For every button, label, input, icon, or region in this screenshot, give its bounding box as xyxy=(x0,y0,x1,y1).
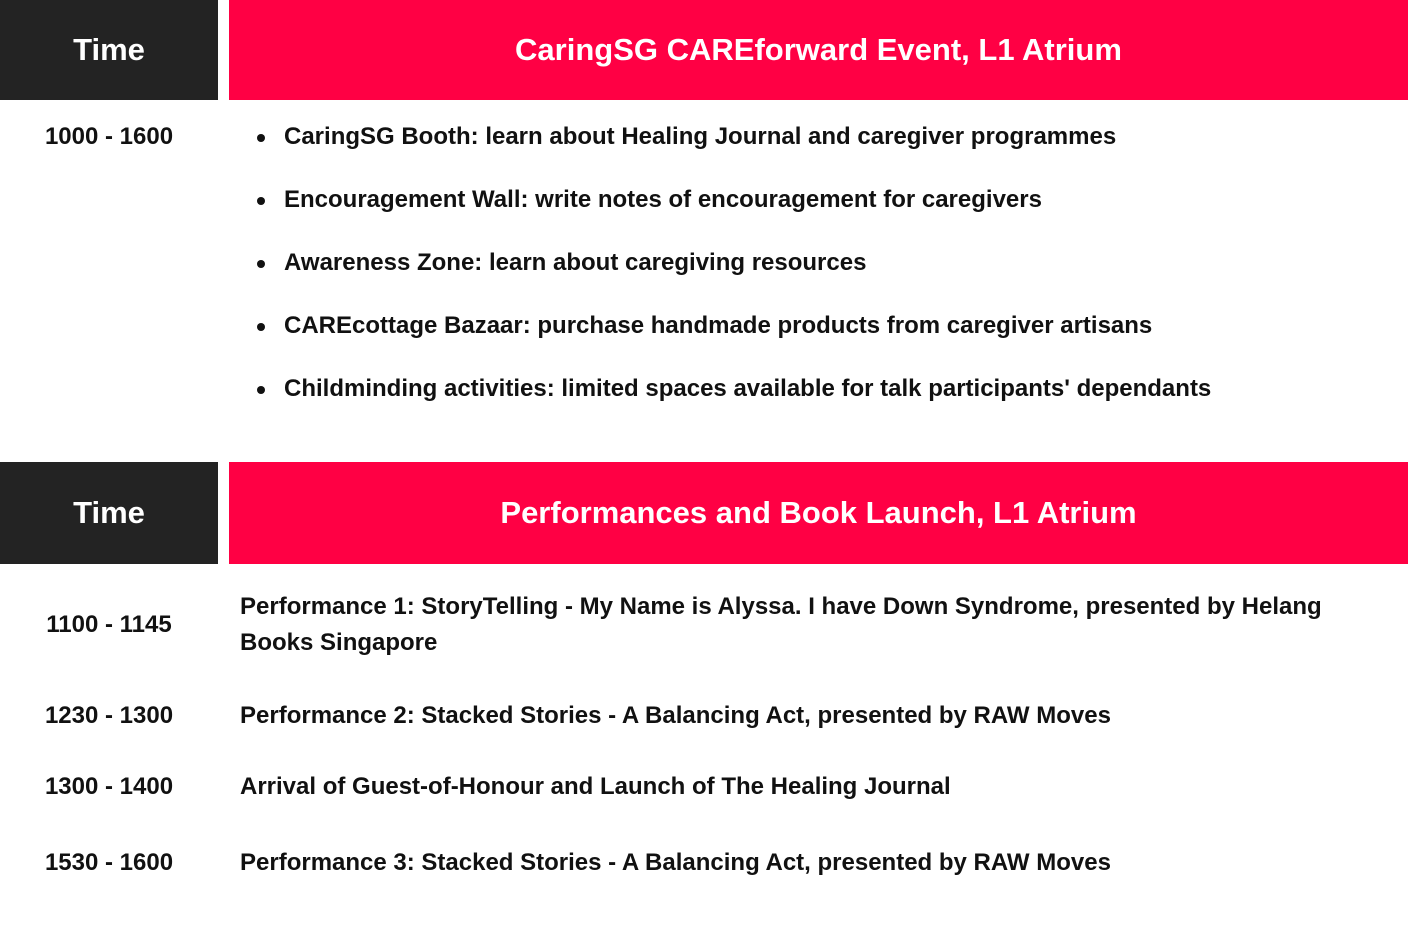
bullet-icon xyxy=(257,386,265,394)
bullet-icon xyxy=(257,323,265,331)
section2-header xyxy=(0,462,1408,564)
section1-activity-list xyxy=(284,119,1211,434)
list-item xyxy=(284,245,1211,308)
section1-time: 1000 - 1600 xyxy=(44,123,174,150)
bullet-icon xyxy=(257,197,265,205)
section2-title: Performances and Book Launch, L1 Atrium xyxy=(229,462,1408,564)
schedule-description: Performance 3: Stacked Stories - A Balancing Act, presented by RAW Moves xyxy=(240,849,1111,876)
list-item xyxy=(284,308,1211,371)
bullet-icon xyxy=(257,134,265,142)
schedule-time: 1530 - 1600 xyxy=(44,849,174,876)
schedule-time: 1230 - 1300 xyxy=(44,702,174,729)
list-item xyxy=(284,371,1211,434)
bullet-icon xyxy=(257,260,265,268)
schedule-description: Performance 2: Stacked Stories - A Balancing Act, presented by RAW Moves xyxy=(240,702,1111,729)
section1-header xyxy=(0,0,1408,100)
list-item-text: Childminding activities: limited spaces available for talk participants' dependants xyxy=(284,375,1212,402)
section1-time-header: Time xyxy=(0,0,218,100)
list-item-text: CaringSG Booth: learn about Healing Journal and caregiver programmes xyxy=(284,123,1117,150)
list-item-text: Encouragement Wall: write notes of encouragement for caregivers xyxy=(284,186,1042,213)
list-item-text: CAREcottage Bazaar: purchase handmade products from caregiver artisans xyxy=(284,312,1153,339)
list-item xyxy=(284,119,1211,182)
schedule-description: Arrival of Guest-of-Honour and Launch of The Healing Journal xyxy=(240,773,951,800)
schedule-description: Performance 1: StoryTelling - My Name is Alyssa. I have Down Syndrome, presented by Helang Books Singapore xyxy=(240,593,1322,656)
section1-title: CaringSG CAREforward Event, L1 Atrium xyxy=(229,0,1408,100)
schedule-time: 1300 - 1400 xyxy=(44,773,174,800)
list-item-text: Awareness Zone: learn about caregiving resources xyxy=(284,249,867,276)
list-item xyxy=(284,182,1211,245)
schedule-time: 1100 - 1145 xyxy=(46,611,172,638)
section2-time-header: Time xyxy=(0,462,218,564)
